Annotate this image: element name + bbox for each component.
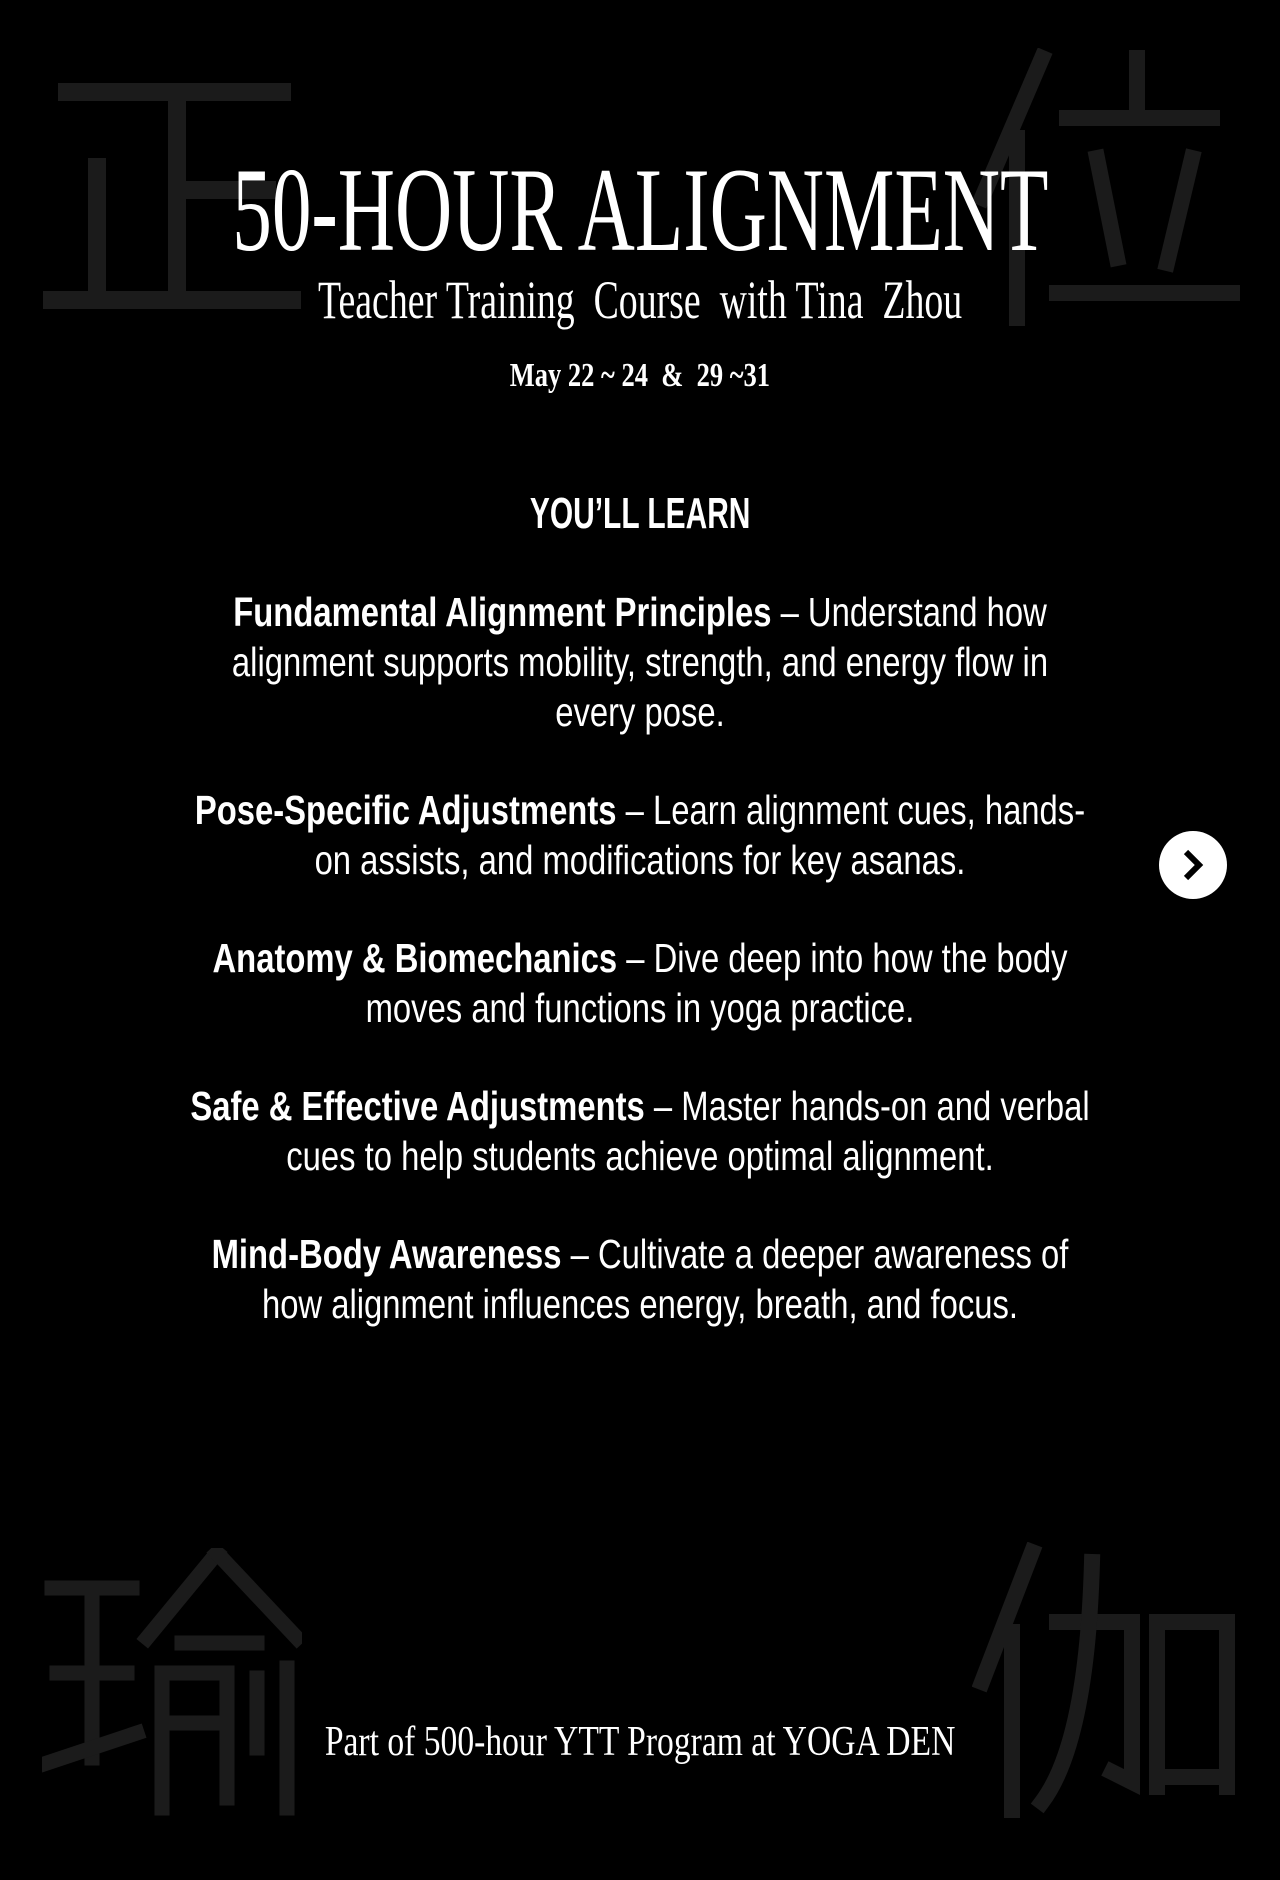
- list-item: Safe & Effective Adjustments – Master hands-on and verbal cues to help students achieve optimal alignment.: [190, 1083, 1090, 1179]
- course-title: 50-HOUR ALIGNMENT: [231, 143, 1049, 276]
- course-subtitle: Teacher Training Course with Tina Zhou: [317, 270, 963, 330]
- list-item: Mind-Body Awareness – Cultivate a deeper awareness of how alignment influences energy, breath, and focus.: [211, 1231, 1069, 1327]
- list-item: Fundamental Alignment Principles – Understand how alignment supports mobility, strength, and energy flow in every pose.: [231, 589, 1049, 735]
- list-item: Anatomy & Biomechanics – Dive deep into how the body moves and functions in yoga practice.: [212, 935, 1068, 1031]
- learning-list: [188, 587, 1092, 1377]
- watermark-jia: [972, 1542, 1240, 1818]
- next-slide-button[interactable]: [1159, 831, 1227, 899]
- chevron-right-icon: [1178, 848, 1208, 882]
- watermark-yu: [42, 1548, 302, 1816]
- footer-note: Part of 500-hour YTT Program at YOGA DEN: [324, 1719, 956, 1765]
- list-item: Pose-Specific Adjustments – Learn alignment cues, hands-on assists, and modifications for key asanas.: [194, 787, 1086, 883]
- course-dates: May 22 ~ 24 & 29 ~31: [509, 357, 771, 394]
- section-heading: YOU’LL LEARN: [529, 489, 751, 538]
